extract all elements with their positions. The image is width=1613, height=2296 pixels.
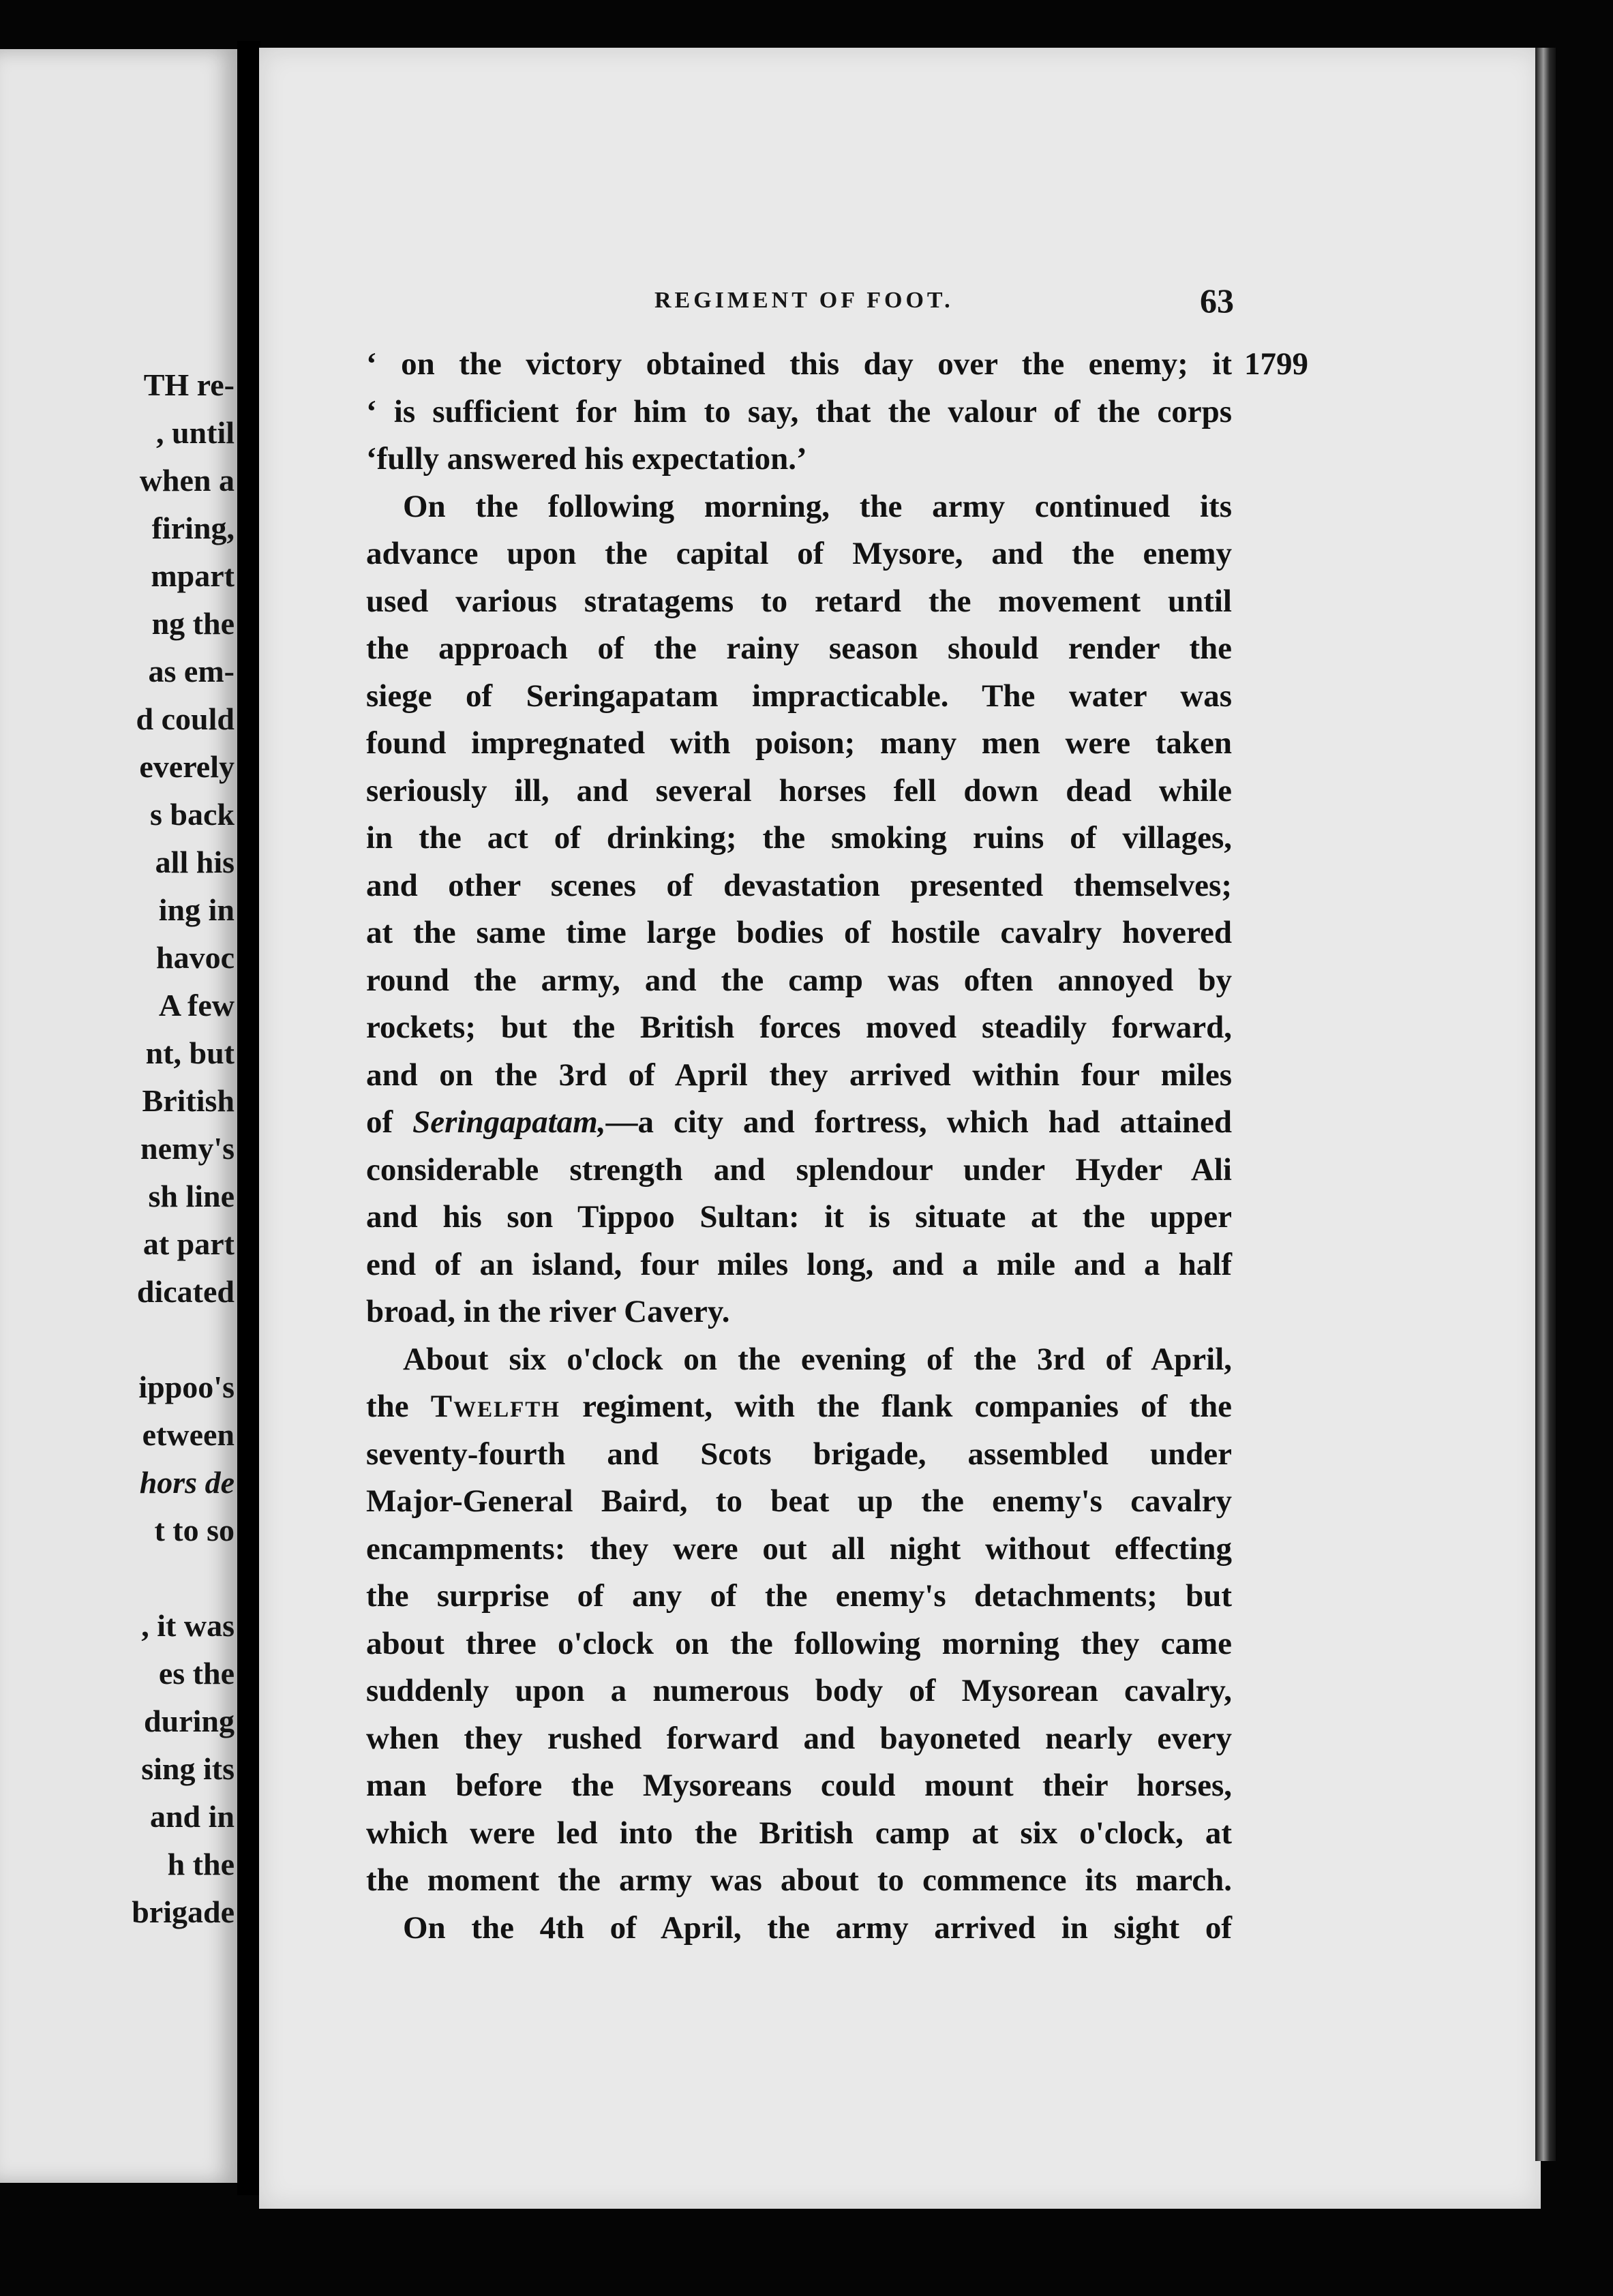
text-line: end of an island, four miles long, and a mile and a half [366, 1246, 1232, 1282]
text-line: round the army, and the camp was often annoyed by [366, 962, 1232, 998]
place-name-italic: Seringapatam, [412, 1104, 606, 1140]
text-line: and his son Tippoo Sultan: it is situate at the upper [366, 1199, 1232, 1235]
facing-page-line: sing its [141, 1751, 235, 1786]
text-line: advance upon the capital of Mysore, and the enemy [366, 536, 1232, 571]
text-line: seventy-fourth and Scots brigade, assembled under [366, 1436, 1232, 1472]
text-line: broad, in the river Cavery. [366, 1294, 730, 1329]
facing-page-line: as em- [148, 654, 235, 689]
text-line: ‘ on the victory obtained this day over the enemy; it [366, 346, 1232, 382]
text-line: man before the Mysoreans could mount their horses, [366, 1768, 1232, 1803]
facing-page-line: , until [155, 415, 235, 450]
page-header [654, 281, 1234, 329]
paragraph-start: On the following morning, the army continued its [403, 488, 1232, 524]
facing-page-line: ng the [151, 606, 235, 641]
facing-page-line: and in [149, 1799, 235, 1834]
regiment-name-smallcaps: Twelfth [430, 1389, 560, 1424]
text-segment: —a city and fortress, which had attained [605, 1104, 1232, 1140]
text-line: ‘ is sufficient for him to say, that the valour of the corps [366, 393, 1232, 429]
facing-page [0, 49, 237, 2183]
facing-page-line: during [144, 1704, 235, 1738]
text-line: at the same time large bodies of hostile cavalry hovered [366, 915, 1232, 950]
facing-page-line: t to so [154, 1513, 235, 1547]
text-line: encampments: they were out all night without effecting [366, 1530, 1232, 1567]
facing-page-line: all his [155, 845, 235, 879]
facing-page-line [0, 1316, 235, 1363]
facing-page-line: British [142, 1083, 235, 1118]
facing-page-line: brigade [132, 1894, 235, 1929]
text-line: and other scenes of devastation presented themselves; [366, 867, 1232, 903]
facing-page-line: firing, [151, 511, 235, 545]
text-segment: regiment, with the flank companies of the [560, 1389, 1232, 1424]
text-line: found impregnated with poison; many men were taken [366, 725, 1232, 761]
facing-page-line: nt, but [145, 1036, 235, 1070]
text-line: and on the 3rd of April they arrived within four miles [366, 1057, 1232, 1093]
facing-page-line: mpart [151, 558, 235, 593]
text-line: the approach of the rainy season should render the [366, 631, 1232, 666]
text-line [366, 1383, 1232, 1431]
facing-page-line: , it was [141, 1608, 235, 1643]
facing-page-line: sh line [148, 1179, 235, 1213]
text-line: which were led into the British camp at six o'clock, at [366, 1815, 1232, 1851]
text-line: when they rushed forward and bayoneted nearly every [366, 1720, 1232, 1756]
facing-page-line: es the [158, 1656, 235, 1691]
text-line: Major-General Baird, to beat up the enemy's cavalry [366, 1483, 1232, 1519]
text-line: rockets; but the British forces moved steadily forward, [366, 1010, 1232, 1045]
facing-page-line: h the [167, 1847, 235, 1882]
running-head: REGIMENT OF FOOT. [654, 288, 954, 313]
text-line: the moment the army was about to commence its march. [366, 1862, 1232, 1898]
paragraph-start: On the 4th of April, the army arrived in sight of [403, 1909, 1232, 1946]
body-text [366, 341, 1232, 1952]
facing-page-line: d could [136, 701, 235, 736]
page-edge [1535, 48, 1556, 2161]
text-line [366, 1099, 1232, 1147]
facing-page-line: A few [158, 988, 235, 1023]
facing-page-line: ippoo's [138, 1370, 235, 1404]
facing-page-line: nemy's [140, 1131, 235, 1166]
text-line: in the act of drinking; the smoking ruins of villages, [366, 820, 1232, 856]
facing-page-line: etween [142, 1417, 235, 1452]
facing-page-line: havoc [156, 940, 235, 975]
facing-page-line: ing in [158, 892, 235, 927]
margin-year-note: 1799 [1244, 346, 1308, 382]
text-line: siege of Seringapatam impracticable. The water was [366, 678, 1232, 714]
paragraph-start: About six o'clock on the evening of the 3rd of April, [403, 1341, 1232, 1377]
book-gutter [237, 41, 260, 2195]
facing-page-line: hors de [139, 1465, 235, 1500]
facing-page-text [0, 361, 235, 1936]
text-segment: the [366, 1389, 431, 1424]
facing-page-line [0, 1554, 235, 1602]
text-segment: of [366, 1104, 413, 1140]
text-line: considerable strength and splendour under Hyder Ali [366, 1151, 1232, 1188]
text-line: ‘fully answered his expectation.’ [366, 441, 807, 477]
facing-page-line: s back [150, 797, 235, 832]
page-number: 63 [1200, 282, 1234, 320]
text-line: used various stratagems to retard the movement until [366, 583, 1232, 619]
text-line: seriously ill, and several horses fell down dead while [366, 772, 1232, 809]
text-line: about three o'clock on the following morning they came [366, 1625, 1232, 1661]
facing-page-line: at part [142, 1226, 235, 1261]
facing-page-line: TH re- [143, 367, 235, 402]
facing-page-line: dicated [136, 1274, 235, 1309]
facing-page-line: everely [139, 749, 235, 784]
text-line: suddenly upon a numerous body of Mysorean cavalry, [366, 1673, 1232, 1708]
facing-page-line: when a [139, 463, 235, 498]
text-line: the surprise of any of the enemy's detachments; but [366, 1578, 1232, 1614]
